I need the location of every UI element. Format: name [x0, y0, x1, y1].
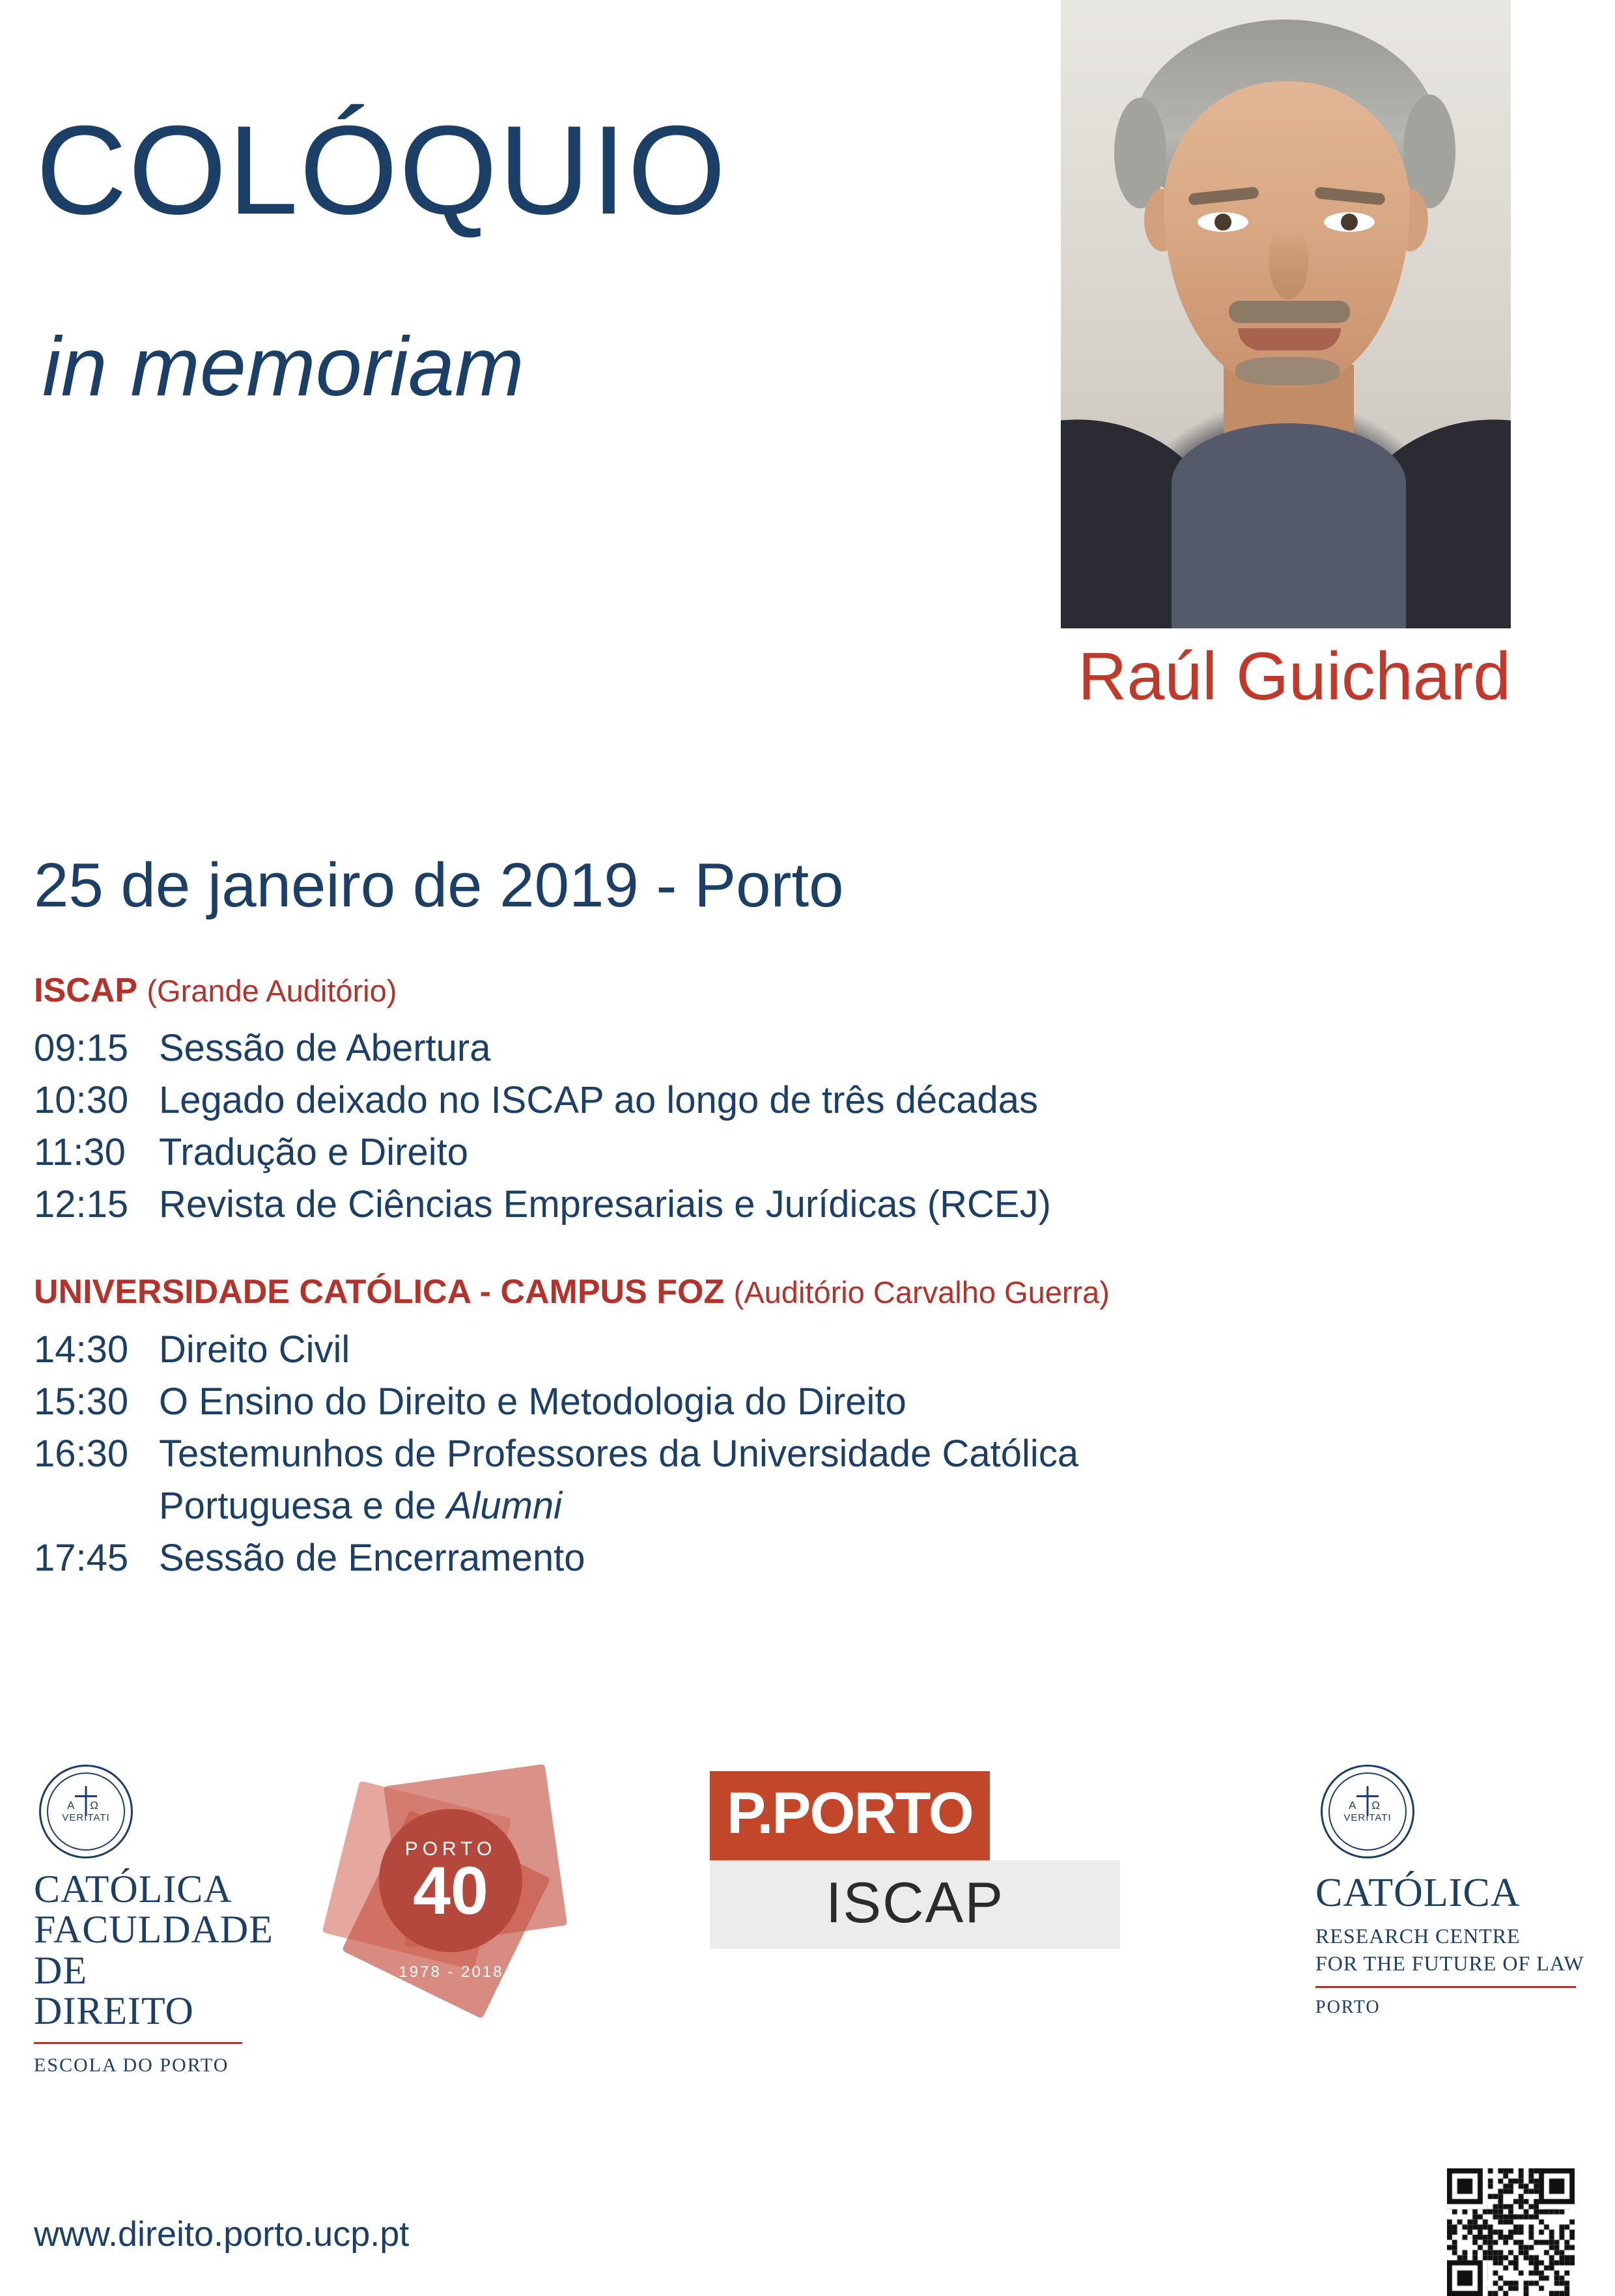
- divider: [34, 2042, 242, 2044]
- photo-eye-right: [1324, 212, 1375, 232]
- session-list-iscap: [34, 1022, 1584, 1231]
- session-row: [34, 1127, 1584, 1179]
- session-row: [34, 1324, 1584, 1376]
- porto40-number: 40: [413, 1853, 488, 1929]
- photo-shirt: [1172, 423, 1406, 628]
- photo-eye-left: [1198, 212, 1248, 232]
- event-date: 25 de janeiro de 2019 - Porto: [34, 850, 844, 920]
- venue-room: (Grande Auditório): [147, 973, 397, 1008]
- session-time: 11:30: [34, 1131, 126, 1174]
- session-title: Direito Civil: [159, 1328, 350, 1371]
- porto40-word: PORTO: [404, 1838, 497, 1860]
- logo-line-porto: PORTO: [1315, 1997, 1381, 2018]
- session-title: Revista de Ciências Empresariais e Jurídicas (RCEJ): [159, 1183, 1051, 1226]
- session-title-continuation: Portuguesa e de Alumni: [159, 1485, 563, 1527]
- photo-moustache: [1229, 301, 1350, 323]
- logo-line-catolica: CATÓLICA: [34, 1868, 232, 1911]
- logo-line-research-centre: RESEARCH CENTRE: [1315, 1924, 1521, 1948]
- seal-motto: VERITATI: [62, 1812, 110, 1824]
- session-row: [34, 1179, 1584, 1231]
- photo-beard: [1235, 357, 1340, 385]
- page-title: COLÓQUIO: [36, 100, 727, 241]
- page-subtitle: in memoriam: [42, 320, 524, 413]
- divider: [1315, 1986, 1576, 1988]
- website-url[interactable]: www.direito.porto.ucp.pt: [34, 2215, 410, 2254]
- speaker-name: Raúl Guichard: [1078, 639, 1511, 714]
- logo-line-future-of-law: FOR THE FUTURE OF LAW: [1315, 1951, 1584, 1975]
- session-title: Tradução e Direito: [159, 1131, 468, 1174]
- session-title: Sessão de Abertura: [159, 1027, 491, 1070]
- session-title: Legado deixado no ISCAP ao longo de três décadas: [159, 1079, 1039, 1122]
- logo-subtitle: [1315, 1923, 1589, 1977]
- venue-name: ISCAP: [34, 972, 137, 1009]
- session-time: 15:30: [34, 1380, 129, 1423]
- session-row: [34, 1022, 1584, 1074]
- session-title: Sessão de Encerramento: [159, 1537, 585, 1580]
- venue-name: UNIVERSIDADE CATÓLICA - CAMPUS FOZ: [34, 1272, 725, 1311]
- logo-strip: [0, 1745, 1615, 2076]
- qr-code-icon[interactable]: [1447, 2168, 1575, 2296]
- session-time: 17:45: [34, 1537, 129, 1580]
- logo-pporto-iscap: [710, 1771, 1127, 1949]
- session-time: 09:15: [34, 1027, 129, 1070]
- photo-nose: [1269, 228, 1308, 300]
- session-time: 16:30: [34, 1432, 129, 1475]
- logo-line-catolica: CATÓLICA: [1315, 1871, 1521, 1915]
- session-row: [34, 1074, 1584, 1127]
- session-title: O Ensino do Direito e Metodologia do Direito: [159, 1380, 906, 1423]
- logo-catolica-faculdade-direito: [34, 1765, 274, 2077]
- porto40-circle: [379, 1809, 522, 1952]
- session-row: [34, 1376, 1584, 1428]
- session-row: [34, 1532, 1584, 1584]
- session-time: 10:30: [34, 1079, 129, 1122]
- logo-line-direito: DE DIREITO: [34, 1948, 194, 2033]
- session-title-italic: Alumni: [446, 1485, 563, 1527]
- speaker-photo: [1061, 0, 1511, 628]
- catolica-seal-icon: [39, 1765, 133, 1858]
- porto40-years: 1978 - 2018: [399, 1963, 504, 1981]
- logo-line-escola: ESCOLA DO PORTO: [34, 2054, 229, 2076]
- pporto-iscap-label: ISCAP: [710, 1860, 1120, 1949]
- program: [34, 970, 1584, 1625]
- logo-porto-40: [332, 1758, 567, 2032]
- session-time: 12:15: [34, 1183, 129, 1226]
- venue-heading-catolica: [34, 1272, 1584, 1312]
- venue-room: (Auditório Carvalho Guerra): [733, 1274, 1110, 1309]
- logo-text-block: [34, 1868, 274, 2033]
- venue-heading-iscap: [34, 970, 1584, 1011]
- session-title: Testemunhos de Professores da Universidade Católica: [159, 1432, 1079, 1475]
- seal-alpha-omega: A Ω: [67, 1799, 105, 1812]
- logo-catolica-research-centre: [1315, 1765, 1589, 2018]
- session-row: [34, 1428, 1584, 1480]
- seal-alpha-omega: A Ω: [1349, 1799, 1386, 1812]
- pporto-wordmark: P.PORTO: [710, 1771, 990, 1860]
- seal-motto: VERITATI: [1343, 1812, 1392, 1824]
- session-list-catolica: [34, 1324, 1584, 1584]
- logo-line-faculdade: FACULDADE: [34, 1908, 274, 1952]
- catolica-seal-icon: [1321, 1765, 1414, 1858]
- session-time: 14:30: [34, 1328, 129, 1371]
- photo-mouth: [1238, 328, 1341, 350]
